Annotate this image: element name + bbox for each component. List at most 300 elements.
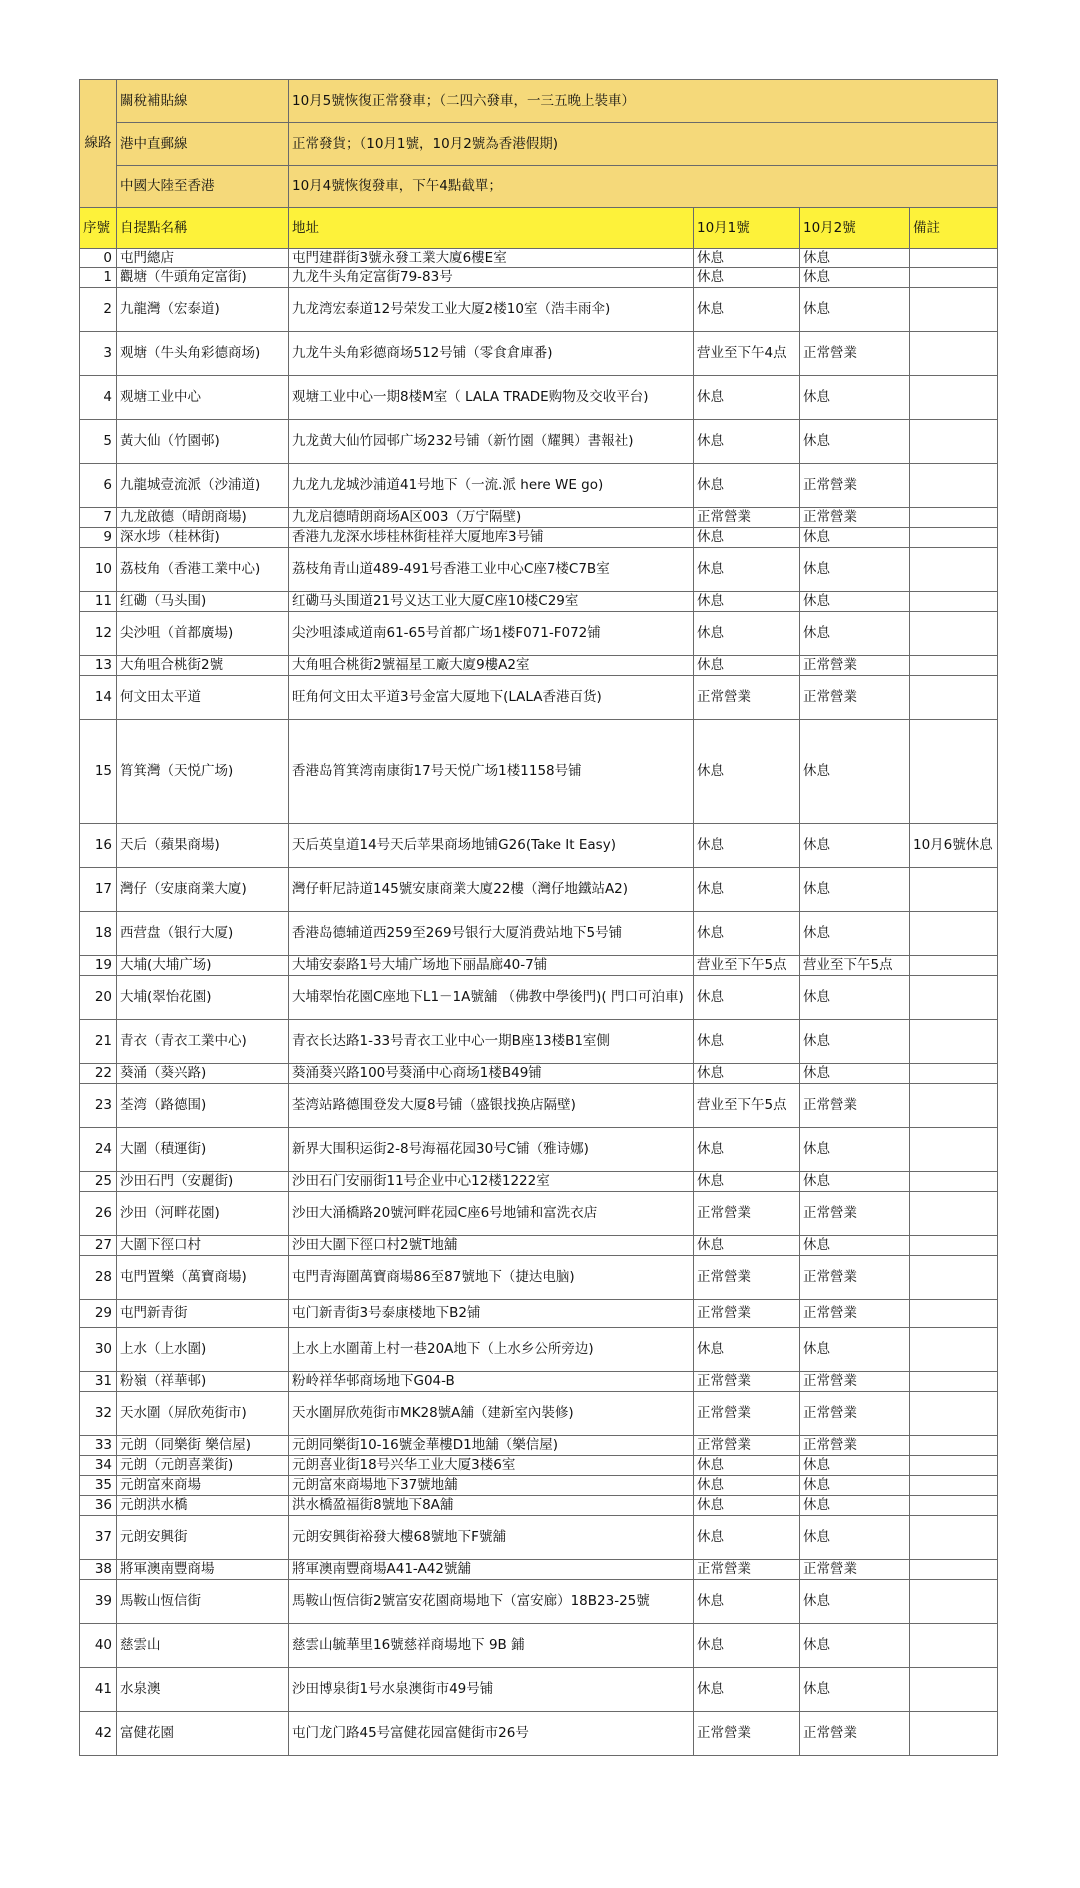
table-row <box>80 464 998 508</box>
cell-oct1: 休息 <box>694 1020 800 1064</box>
cell-name: 红磡（马头围) <box>117 592 289 612</box>
cell-no: 9 <box>80 528 117 548</box>
cell-name: 元朗（同樂街 樂信屋) <box>117 1436 289 1456</box>
cell-no: 7 <box>80 508 117 528</box>
cell-oct2: 休息 <box>800 1476 910 1496</box>
header-oct1: 10月1號 <box>694 208 800 249</box>
cell-address: 荃湾站路德围登发大厦8号铺（盛银找换店隔壁) <box>289 1084 694 1128</box>
cell-no: 38 <box>80 1560 117 1580</box>
cell-no: 33 <box>80 1436 117 1456</box>
cell-oct2: 休息 <box>800 1496 910 1516</box>
cell-address: 九龙牛头角定富街79-83号 <box>289 268 694 288</box>
cell-note <box>910 676 998 720</box>
cell-oct2: 休息 <box>800 1580 910 1624</box>
cell-no: 16 <box>80 824 117 868</box>
cell-oct1: 休息 <box>694 1456 800 1476</box>
table-row <box>80 288 998 332</box>
cell-oct2: 休息 <box>800 1456 910 1476</box>
cell-oct1: 休息 <box>694 912 800 956</box>
cell-note <box>910 1624 998 1668</box>
table-row <box>80 1064 998 1084</box>
cell-note <box>910 1084 998 1128</box>
header-address: 地址 <box>289 208 694 249</box>
cell-name: 深水埗（桂林街) <box>117 528 289 548</box>
cell-name: 馬鞍山恆信街 <box>117 1580 289 1624</box>
table-row <box>80 612 998 656</box>
cell-note <box>910 976 998 1020</box>
cell-name: 沙田（河畔花園) <box>117 1192 289 1236</box>
cell-oct1: 休息 <box>694 656 800 676</box>
cell-oct1: 正常營業 <box>694 1436 800 1456</box>
cell-name: 荔枝角（香港工業中心) <box>117 548 289 592</box>
cell-address: 元朗富來商場地下37號地舖 <box>289 1476 694 1496</box>
cell-note <box>910 1392 998 1436</box>
cell-note <box>910 1328 998 1372</box>
cell-oct2: 正常營業 <box>800 332 910 376</box>
cell-oct2: 正常營業 <box>800 1436 910 1456</box>
cell-oct2: 休息 <box>800 548 910 592</box>
cell-oct2: 休息 <box>800 1624 910 1668</box>
cell-note <box>910 1192 998 1236</box>
cell-name: 九龙啟德（晴朗商場) <box>117 508 289 528</box>
cell-no: 40 <box>80 1624 117 1668</box>
cell-name: 大圍下徑口村 <box>117 1236 289 1256</box>
cell-address: 旺角何文田太平道3号金富大厦地下(LALA香港百货) <box>289 676 694 720</box>
cell-address: 灣仔軒尼詩道145號安康商業大廈22樓（灣仔地鐵站A2) <box>289 868 694 912</box>
cell-name: 大角咀合桃街2號 <box>117 656 289 676</box>
cell-address: 九龙九龙城沙浦道41号地下（一流.派 here WE go) <box>289 464 694 508</box>
cell-address: 九龙启德晴朗商场A区003（万宁隔壁) <box>289 508 694 528</box>
cell-address: 新界大围积运街2-8号海福花园30号C铺（雅诗娜) <box>289 1128 694 1172</box>
cell-note <box>910 332 998 376</box>
cell-name: 观塘（牛头角彩德商场) <box>117 332 289 376</box>
cell-address: 尖沙咀漆咸道南61-65号首都广场1楼F071-F072铺 <box>289 612 694 656</box>
cell-note <box>910 956 998 976</box>
cell-oct1: 休息 <box>694 1476 800 1496</box>
cell-oct1: 正常營業 <box>694 508 800 528</box>
cell-no: 41 <box>80 1668 117 1712</box>
cell-address: 元朗安興街裕發大樓68號地下F號舖 <box>289 1516 694 1560</box>
cell-oct1: 休息 <box>694 268 800 288</box>
cell-oct2: 营业至下午5点 <box>800 956 910 976</box>
pickup-schedule-table <box>79 79 998 1756</box>
cell-oct2: 休息 <box>800 376 910 420</box>
table-row <box>80 1372 998 1392</box>
cell-note <box>910 656 998 676</box>
cell-note <box>910 1516 998 1560</box>
cell-oct1: 休息 <box>694 1496 800 1516</box>
cell-address: 屯門青海圍萬寶商場86至87號地下（捷达电脑) <box>289 1256 694 1300</box>
cell-note <box>910 1064 998 1084</box>
cell-oct2: 休息 <box>800 249 910 268</box>
cell-name: 元朗（元朗喜業街) <box>117 1456 289 1476</box>
cell-no: 0 <box>80 249 117 268</box>
cell-oct2: 休息 <box>800 1668 910 1712</box>
cell-address: 元朗喜业街18号兴华工业大厦3楼6室 <box>289 1456 694 1476</box>
cell-oct1: 营业至下午5点 <box>694 956 800 976</box>
cell-oct1: 休息 <box>694 1236 800 1256</box>
table-row <box>80 1256 998 1300</box>
cell-address: 九龙黄大仙竹园邨广场232号铺（新竹園（耀興）書報社) <box>289 420 694 464</box>
cell-oct1: 正常營業 <box>694 1256 800 1300</box>
cell-no: 3 <box>80 332 117 376</box>
cell-no: 1 <box>80 268 117 288</box>
cell-oct2: 休息 <box>800 268 910 288</box>
cell-address: 慈雲山毓華里16號慈祥商場地下 9B 鋪 <box>289 1624 694 1668</box>
table-row <box>80 1712 998 1756</box>
cell-address: 馬鞍山恆信街2號富安花園商場地下（富安廊）18B23-25號 <box>289 1580 694 1624</box>
route-row <box>80 80 998 123</box>
cell-address: 红磡马头围道21号义达工业大厦C座10楼C29室 <box>289 592 694 612</box>
cell-name: 九龍灣（宏泰道) <box>117 288 289 332</box>
cell-oct1: 休息 <box>694 592 800 612</box>
cell-oct2: 正常營業 <box>800 1256 910 1300</box>
cell-oct1: 正常營業 <box>694 676 800 720</box>
cell-no: 31 <box>80 1372 117 1392</box>
cell-oct1: 休息 <box>694 720 800 824</box>
cell-oct2: 休息 <box>800 868 910 912</box>
cell-name: 屯門新青街 <box>117 1300 289 1328</box>
cell-note <box>910 1668 998 1712</box>
cell-name: 葵涌（葵兴路) <box>117 1064 289 1084</box>
cell-address: 天水圍屏欣苑街市MK28號A舖（建新室內裝修) <box>289 1392 694 1436</box>
cell-address: 屯门龙门路45号富健花园富健街市26号 <box>289 1712 694 1756</box>
cell-oct2: 正常營業 <box>800 1084 910 1128</box>
cell-note <box>910 528 998 548</box>
header-name: 自提點名稱 <box>117 208 289 249</box>
cell-note <box>910 1496 998 1516</box>
cell-oct2: 休息 <box>800 912 910 956</box>
cell-note <box>910 868 998 912</box>
cell-oct1: 休息 <box>694 1668 800 1712</box>
cell-address: 大埔安泰路1号大埔广场地下丽晶廊40-7铺 <box>289 956 694 976</box>
cell-no: 4 <box>80 376 117 420</box>
cell-address: 大埔翠怡花園C座地下L1－1A號舖 （佛教中學後門)( 門口可泊車) <box>289 976 694 1020</box>
cell-oct1: 休息 <box>694 1128 800 1172</box>
cell-address: 葵涌葵兴路100号葵涌中心商场1楼B49铺 <box>289 1064 694 1084</box>
cell-no: 5 <box>80 420 117 464</box>
route-status: 10月4號恢復發車，下午4點截單； <box>289 166 998 208</box>
cell-no: 35 <box>80 1476 117 1496</box>
cell-no: 6 <box>80 464 117 508</box>
cell-address: 沙田博泉街1号水泉澳街市49号铺 <box>289 1668 694 1712</box>
table-row <box>80 1580 998 1624</box>
header-oct2: 10月2號 <box>800 208 910 249</box>
table-row <box>80 1392 998 1436</box>
cell-name: 西营盘（银行大厦) <box>117 912 289 956</box>
cell-oct2: 休息 <box>800 1064 910 1084</box>
cell-oct1: 正常營業 <box>694 1392 800 1436</box>
cell-oct2: 休息 <box>800 1172 910 1192</box>
route-status: 正常發貨；（10月1號，10月2號為香港假期) <box>289 123 998 166</box>
cell-no: 19 <box>80 956 117 976</box>
cell-oct2: 正常營業 <box>800 676 910 720</box>
table-row <box>80 1020 998 1064</box>
cell-name: 觀塘（牛頭角定富街) <box>117 268 289 288</box>
cell-no: 18 <box>80 912 117 956</box>
cell-oct1: 正常營業 <box>694 1560 800 1580</box>
cell-oct2: 休息 <box>800 1516 910 1560</box>
cell-no: 36 <box>80 1496 117 1516</box>
cell-address: 沙田石门安丽街11号企业中心12楼1222室 <box>289 1172 694 1192</box>
cell-address: 香港岛德辅道西259至269号银行大厦消费站地下5号铺 <box>289 912 694 956</box>
cell-no: 24 <box>80 1128 117 1172</box>
cell-oct1: 休息 <box>694 1172 800 1192</box>
cell-address: 洪水橋盈福街8號地下8A舖 <box>289 1496 694 1516</box>
cell-address: 屯門建群街3號永發工業大廈6樓E室 <box>289 249 694 268</box>
cell-address: 屯门新青街3号泰康楼地下B2铺 <box>289 1300 694 1328</box>
cell-oct2: 休息 <box>800 288 910 332</box>
cell-name: 大埔(大埔广场) <box>117 956 289 976</box>
cell-note <box>910 1172 998 1192</box>
table-row <box>80 1172 998 1192</box>
cell-oct1: 休息 <box>694 612 800 656</box>
cell-note <box>910 1236 998 1256</box>
table-row <box>80 376 998 420</box>
header-note: 備註 <box>910 208 998 249</box>
cell-name: 筲箕灣（天悦广场) <box>117 720 289 824</box>
cell-name: 尖沙咀（首都廣場) <box>117 612 289 656</box>
table-row <box>80 720 998 824</box>
cell-oct1: 休息 <box>694 1516 800 1560</box>
table-row <box>80 249 998 268</box>
cell-note <box>910 1580 998 1624</box>
table-row <box>80 420 998 464</box>
route-row <box>80 166 998 208</box>
cell-oct2: 休息 <box>800 720 910 824</box>
cell-name: 水泉澳 <box>117 1668 289 1712</box>
table-row <box>80 956 998 976</box>
cell-note <box>910 912 998 956</box>
table-row <box>80 1496 998 1516</box>
cell-no: 39 <box>80 1580 117 1624</box>
cell-note <box>910 612 998 656</box>
cell-name: 灣仔（安康商業大廈) <box>117 868 289 912</box>
cell-oct2: 休息 <box>800 1020 910 1064</box>
cell-oct2: 正常營業 <box>800 1712 910 1756</box>
route-name: 關稅補貼線 <box>117 80 289 123</box>
cell-address: 大角咀合桃街2號福星工廠大廈9樓A2室 <box>289 656 694 676</box>
table-row <box>80 1456 998 1476</box>
table-row <box>80 976 998 1020</box>
cell-oct1: 正常營業 <box>694 1192 800 1236</box>
route-name: 中國大陸至香港 <box>117 166 289 208</box>
cell-note <box>910 1128 998 1172</box>
cell-name: 荃湾（路德围) <box>117 1084 289 1128</box>
cell-name: 元朗洪水橋 <box>117 1496 289 1516</box>
table-row <box>80 824 998 868</box>
cell-note <box>910 1712 998 1756</box>
cell-note <box>910 1436 998 1456</box>
cell-oct2: 正常營業 <box>800 1392 910 1436</box>
cell-no: 29 <box>80 1300 117 1328</box>
table-row <box>80 548 998 592</box>
cell-address: 青衣长达路1-33号青衣工业中心一期B座13楼B1室側 <box>289 1020 694 1064</box>
table-row <box>80 332 998 376</box>
cell-no: 37 <box>80 1516 117 1560</box>
cell-oct2: 休息 <box>800 1236 910 1256</box>
cell-name: 慈雲山 <box>117 1624 289 1668</box>
cell-address: 九龙湾宏泰道12号荣发工业大厦2楼10室（浩丰雨伞) <box>289 288 694 332</box>
cell-address: 粉岭祥华邨商场地下G04-B <box>289 1372 694 1392</box>
cell-oct2: 休息 <box>800 420 910 464</box>
table-row <box>80 1436 998 1456</box>
cell-oct2: 正常營業 <box>800 1560 910 1580</box>
cell-name: 屯門總店 <box>117 249 289 268</box>
cell-note <box>910 592 998 612</box>
table-row <box>80 868 998 912</box>
cell-note <box>910 249 998 268</box>
cell-oct1: 休息 <box>694 288 800 332</box>
cell-no: 28 <box>80 1256 117 1300</box>
cell-no: 20 <box>80 976 117 1020</box>
cell-oct2: 正常營業 <box>800 1300 910 1328</box>
cell-name: 天水圍（屏欣苑街市) <box>117 1392 289 1436</box>
cell-oct2: 休息 <box>800 528 910 548</box>
table-row <box>80 656 998 676</box>
cell-address: 沙田大圍下徑口村2號T地舖 <box>289 1236 694 1256</box>
cell-no: 13 <box>80 656 117 676</box>
cell-oct1: 休息 <box>694 1624 800 1668</box>
cell-note <box>910 420 998 464</box>
cell-address: 元朗同樂街10-16號金華樓D1地舖（樂信屋) <box>289 1436 694 1456</box>
cell-oct1: 休息 <box>694 528 800 548</box>
cell-no: 42 <box>80 1712 117 1756</box>
cell-note <box>910 1560 998 1580</box>
cell-name: 天后（蘋果商場) <box>117 824 289 868</box>
cell-name: 元朗富來商場 <box>117 1476 289 1496</box>
cell-address: 上水上水圍莆上村一巷20A地下（上水乡公所旁边) <box>289 1328 694 1372</box>
table-row <box>80 1516 998 1560</box>
table-row <box>80 1236 998 1256</box>
cell-oct2: 正常營業 <box>800 508 910 528</box>
cell-name: 上水（上水圍) <box>117 1328 289 1372</box>
table-row <box>80 912 998 956</box>
route-status: 10月5號恢復正常發車；（二四六發車，一三五晚上裝車） <box>289 80 998 123</box>
cell-name: 元朗安興街 <box>117 1516 289 1560</box>
table-row <box>80 1192 998 1236</box>
cell-no: 2 <box>80 288 117 332</box>
table-row <box>80 1300 998 1328</box>
cell-oct1: 休息 <box>694 1328 800 1372</box>
cell-name: 大埔(翠怡花園) <box>117 976 289 1020</box>
route-header: 線路 <box>80 80 117 208</box>
cell-address: 將軍澳南豐商場A41-A42號舖 <box>289 1560 694 1580</box>
cell-address: 九龙牛头角彩德商场512号铺（零食倉庫番) <box>289 332 694 376</box>
cell-oct1: 休息 <box>694 548 800 592</box>
cell-no: 26 <box>80 1192 117 1236</box>
cell-oct1: 正常營業 <box>694 1300 800 1328</box>
cell-oct1: 休息 <box>694 868 800 912</box>
cell-no: 17 <box>80 868 117 912</box>
cell-oct2: 休息 <box>800 612 910 656</box>
cell-note <box>910 1256 998 1300</box>
cell-no: 27 <box>80 1236 117 1256</box>
cell-oct2: 休息 <box>800 592 910 612</box>
cell-name: 何文田太平道 <box>117 676 289 720</box>
cell-oct1: 营业至下午5点 <box>694 1084 800 1128</box>
cell-name: 富健花園 <box>117 1712 289 1756</box>
cell-oct1: 休息 <box>694 824 800 868</box>
header-no: 序號 <box>80 208 117 249</box>
cell-address: 香港九龙深水埗桂林街桂祥大厦地库3号铺 <box>289 528 694 548</box>
table-row <box>80 676 998 720</box>
table-row <box>80 1476 998 1496</box>
cell-no: 25 <box>80 1172 117 1192</box>
cell-name: 黃大仙（竹園邨) <box>117 420 289 464</box>
table-row <box>80 1084 998 1128</box>
cell-oct2: 正常營業 <box>800 1192 910 1236</box>
cell-note <box>910 288 998 332</box>
table-row <box>80 1128 998 1172</box>
cell-address: 荔枝角青山道489-491号香港工业中心C座7楼C7B室 <box>289 548 694 592</box>
cell-no: 32 <box>80 1392 117 1436</box>
cell-oct2: 休息 <box>800 976 910 1020</box>
cell-oct1: 休息 <box>694 464 800 508</box>
table-row <box>80 592 998 612</box>
cell-note <box>910 1456 998 1476</box>
cell-note: 10月6號休息 <box>910 824 998 868</box>
cell-oct2: 正常營業 <box>800 464 910 508</box>
cell-oct2: 休息 <box>800 1328 910 1372</box>
route-row <box>80 123 998 166</box>
cell-no: 22 <box>80 1064 117 1084</box>
table-row <box>80 268 998 288</box>
cell-oct2: 休息 <box>800 824 910 868</box>
cell-name: 屯門置樂（萬寶商場) <box>117 1256 289 1300</box>
cell-note <box>910 720 998 824</box>
cell-oct1: 休息 <box>694 976 800 1020</box>
cell-name: 粉嶺（祥華邨) <box>117 1372 289 1392</box>
route-name: 港中直郵線 <box>117 123 289 166</box>
cell-name: 观塘工业中心 <box>117 376 289 420</box>
cell-note <box>910 548 998 592</box>
cell-note <box>910 464 998 508</box>
cell-name: 九龍城壹流派（沙浦道) <box>117 464 289 508</box>
cell-no: 11 <box>80 592 117 612</box>
cell-no: 10 <box>80 548 117 592</box>
cell-no: 34 <box>80 1456 117 1476</box>
cell-name: 將軍澳南豐商場 <box>117 1560 289 1580</box>
cell-no: 23 <box>80 1084 117 1128</box>
cell-note <box>910 1020 998 1064</box>
cell-oct2: 正常營業 <box>800 656 910 676</box>
cell-oct2: 休息 <box>800 1128 910 1172</box>
cell-oct1: 营业至下午4点 <box>694 332 800 376</box>
cell-name: 青衣（青衣工業中心) <box>117 1020 289 1064</box>
cell-no: 21 <box>80 1020 117 1064</box>
cell-oct1: 正常營業 <box>694 1712 800 1756</box>
table-row <box>80 528 998 548</box>
cell-note <box>910 376 998 420</box>
cell-note <box>910 1372 998 1392</box>
cell-address: 天后英皇道14号天后苹果商场地铺G26(Take It Easy) <box>289 824 694 868</box>
cell-no: 15 <box>80 720 117 824</box>
cell-oct2: 正常營業 <box>800 1372 910 1392</box>
table-header-row <box>80 208 998 249</box>
cell-note <box>910 508 998 528</box>
table-row <box>80 1624 998 1668</box>
cell-no: 30 <box>80 1328 117 1372</box>
cell-oct1: 休息 <box>694 1064 800 1084</box>
cell-address: 观塘工业中心一期8楼M室（ LALA TRADE购物及交收平台) <box>289 376 694 420</box>
cell-oct1: 休息 <box>694 1580 800 1624</box>
cell-oct1: 正常營業 <box>694 1372 800 1392</box>
cell-no: 14 <box>80 676 117 720</box>
cell-address: 香港岛筲箕湾南康街17号天悦广场1楼1158号铺 <box>289 720 694 824</box>
cell-address: 沙田大涌橋路20號河畔花园C座6号地铺和富洗衣店 <box>289 1192 694 1236</box>
cell-note <box>910 1476 998 1496</box>
